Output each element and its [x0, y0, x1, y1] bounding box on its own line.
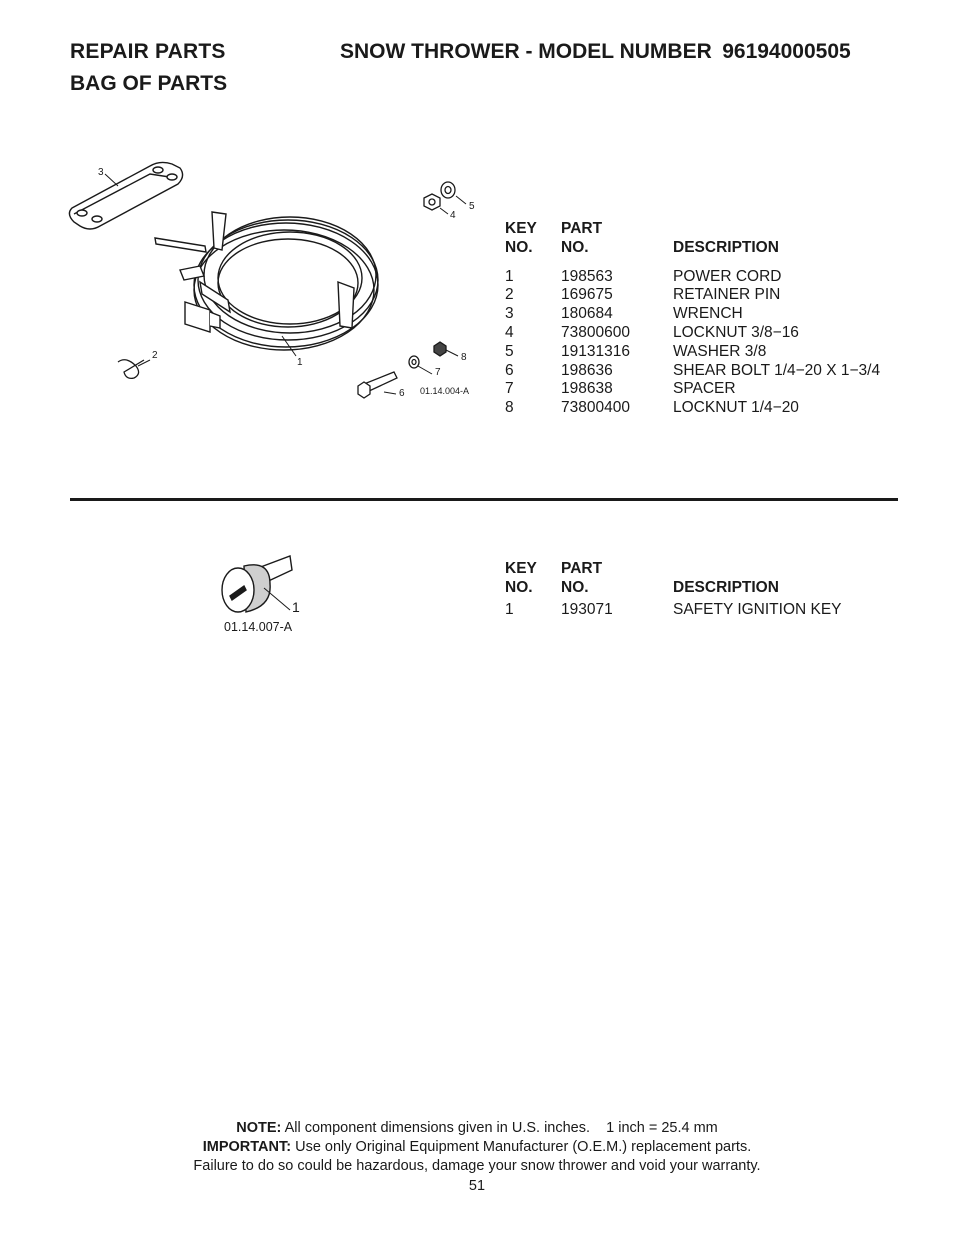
key-no: 6 [505, 361, 514, 379]
wrench-drawing [69, 162, 182, 229]
part-no: 198636 [561, 361, 613, 379]
key-no: 3 [505, 305, 514, 323]
footer-warning: Failure to do so could be hazardous, damage your snow thrower and void your warranty. [193, 1158, 761, 1174]
ignition-key-table [505, 560, 895, 619]
description: SHEAR BOLT 1/4−20 X 1−3/4 [673, 361, 881, 379]
description: RETAINER PIN [673, 286, 781, 304]
section-divider [70, 498, 898, 501]
key-no: 2 [505, 286, 514, 304]
callout-1: 1 [297, 357, 303, 368]
header-key-top: KEY [505, 560, 537, 577]
table-row [505, 286, 895, 305]
key-no: 4 [505, 323, 514, 341]
table-header-top [505, 560, 895, 579]
header-part-bottom: NO. [561, 238, 589, 256]
key-no: 7 [505, 380, 514, 398]
table-row [505, 324, 895, 343]
part-no: 73800400 [561, 399, 630, 417]
key-no: 8 [505, 399, 514, 417]
figure-code: 01.14.004-A [420, 386, 470, 396]
key-no: 1 [505, 267, 514, 285]
callout-8: 8 [461, 352, 467, 363]
power-cord-drawing [155, 212, 378, 356]
key-no: 5 [505, 342, 514, 360]
retainer-pin-drawing [118, 360, 150, 379]
callout-4: 4 [450, 210, 456, 221]
header-key-bottom: NO. [505, 238, 533, 256]
note-label: NOTE: [236, 1120, 282, 1136]
table-row [505, 268, 895, 287]
header-part-top: PART [561, 560, 603, 577]
table-header-bottom [505, 579, 895, 598]
footer-important [0, 1138, 954, 1157]
description: WRENCH [673, 305, 743, 323]
key-no: 1 [505, 600, 514, 618]
part-no: 180684 [561, 305, 613, 323]
locknut-washer-drawing [424, 182, 466, 214]
footer-note [0, 1119, 954, 1138]
callout-2: 2 [152, 350, 158, 361]
table-row [505, 601, 895, 620]
table-header-top [505, 220, 895, 239]
figure-code-2: 01.14.007-A [224, 620, 293, 634]
model-label: SNOW THROWER - MODEL NUMBER [340, 40, 712, 63]
table-row [505, 399, 895, 418]
header-part-bottom: NO. [561, 578, 589, 596]
header-key-top: KEY [505, 220, 537, 237]
parts-table [505, 220, 895, 418]
header-key-bottom: NO. [505, 578, 533, 596]
table-header-bottom [505, 239, 895, 258]
callout-5: 5 [469, 201, 475, 212]
header-description: DESCRIPTION [673, 238, 779, 256]
model-number: 96194000505 [722, 40, 851, 63]
note-text: All component dimensions given in U.S. inches. 1 inch = 25.4 mm [284, 1120, 718, 1136]
important-text: Use only Original Equipment Manufacturer (O.E.M.) replacement parts. [295, 1139, 752, 1155]
table-row [505, 362, 895, 381]
part-no: 169675 [561, 286, 613, 304]
description: POWER CORD [673, 267, 782, 285]
ignition-key-drawing [222, 556, 292, 612]
table-row [505, 380, 895, 399]
part-no: 198563 [561, 267, 613, 285]
description: LOCKNUT 3/8−16 [673, 323, 799, 341]
page-subtitle: BAG OF PARTS [70, 72, 228, 95]
part-no: 198638 [561, 380, 613, 398]
key-callout-1: 1 [292, 599, 300, 615]
table-row [505, 305, 895, 324]
header-description: DESCRIPTION [673, 578, 779, 596]
part-no: 193071 [561, 600, 613, 618]
header-part-top: PART [561, 220, 603, 237]
page-number: 51 [468, 1178, 486, 1194]
part-no: 19131316 [561, 342, 630, 360]
callout-3: 3 [98, 167, 104, 178]
important-label: IMPORTANT: [202, 1139, 292, 1155]
callout-6: 6 [399, 388, 405, 399]
description: SPACER [673, 380, 736, 398]
part-no: 73800600 [561, 323, 630, 341]
section-title: REPAIR PARTS [70, 40, 226, 63]
description: SAFETY IGNITION KEY [673, 600, 842, 618]
description: WASHER 3/8 [673, 342, 767, 360]
callout-7: 7 [435, 367, 441, 378]
description: LOCKNUT 1/4−20 [673, 399, 799, 417]
table-row [505, 343, 895, 362]
